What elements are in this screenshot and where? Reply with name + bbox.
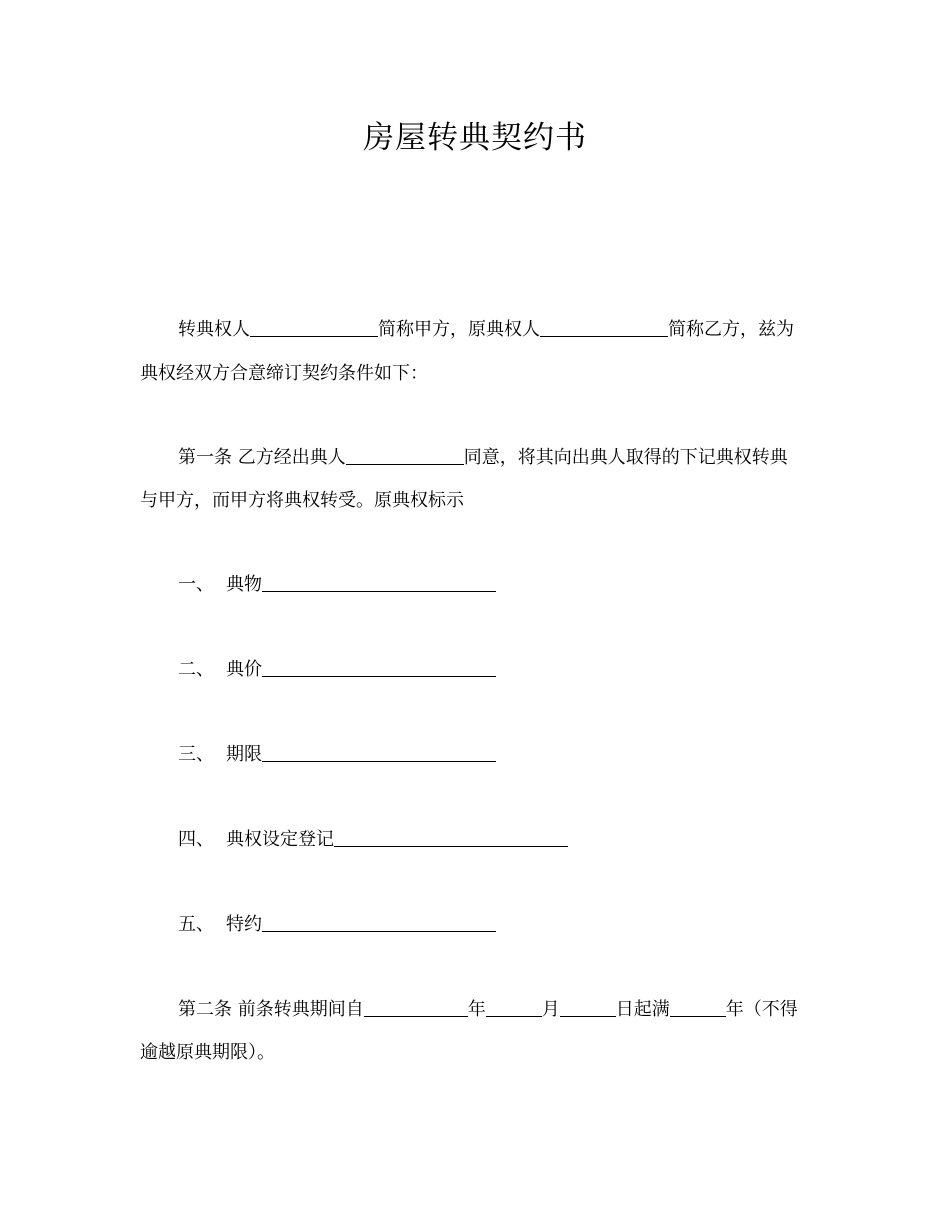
article2-text-3: 月	[541, 999, 560, 1020]
term-years-blank[interactable]	[670, 998, 726, 1017]
start-month-blank[interactable]	[486, 998, 542, 1017]
item-label: 典权设定登记	[226, 829, 334, 850]
item-label: 期限	[226, 744, 262, 765]
article2-text-2: 年	[467, 999, 486, 1020]
start-day-blank[interactable]	[560, 998, 616, 1017]
item-label: 特约	[226, 914, 262, 935]
item-4	[178, 826, 568, 854]
article2-text-5: 年（不得	[725, 999, 798, 1020]
item-blank[interactable]	[334, 828, 568, 847]
article1-text-1: 第一条 乙方经出典人	[178, 447, 346, 468]
item-blank[interactable]	[262, 743, 496, 762]
item-label: 典物	[226, 574, 262, 595]
article2-line-2: 逾越原典期限）。	[140, 1042, 275, 1063]
item-2	[178, 656, 496, 684]
item-number: 五、	[178, 914, 214, 935]
item-label: 典价	[226, 659, 262, 680]
intro-text-3: 简称乙方，兹为	[668, 319, 794, 340]
article2-text-4: 日起满	[615, 999, 670, 1020]
document-title: 房屋转典契约书	[363, 120, 587, 156]
original-holder-blank[interactable]	[540, 318, 668, 337]
article1-text-2: 同意，将其向出典人取得的下记典权转典	[463, 447, 788, 468]
intro-text-2: 简称甲方，原典权人	[378, 319, 540, 340]
article2-line-1	[178, 996, 798, 1024]
item-number: 三、	[178, 744, 214, 765]
intro-text-1: 转典权人	[178, 319, 250, 340]
item-number: 四、	[178, 829, 214, 850]
item-blank[interactable]	[262, 913, 496, 932]
article1-line-2: 与甲方，而甲方将典权转受。原典权标示	[140, 490, 464, 511]
item-blank[interactable]	[262, 658, 496, 677]
start-year-blank[interactable]	[364, 998, 468, 1017]
item-blank[interactable]	[262, 573, 496, 592]
item-3	[178, 741, 496, 769]
transferee-blank[interactable]	[250, 318, 378, 337]
intro-line-2: 典权经双方合意缔订契约条件如下：	[140, 363, 428, 384]
mortgagor-blank[interactable]	[346, 446, 464, 465]
intro-line-1	[178, 316, 794, 344]
article2-text-1: 第二条 前条转典期间自	[178, 999, 364, 1020]
item-5	[178, 911, 496, 939]
item-1	[178, 571, 496, 599]
item-number: 一、	[178, 574, 214, 595]
article1-line-1	[178, 444, 788, 472]
item-number: 二、	[178, 659, 214, 680]
